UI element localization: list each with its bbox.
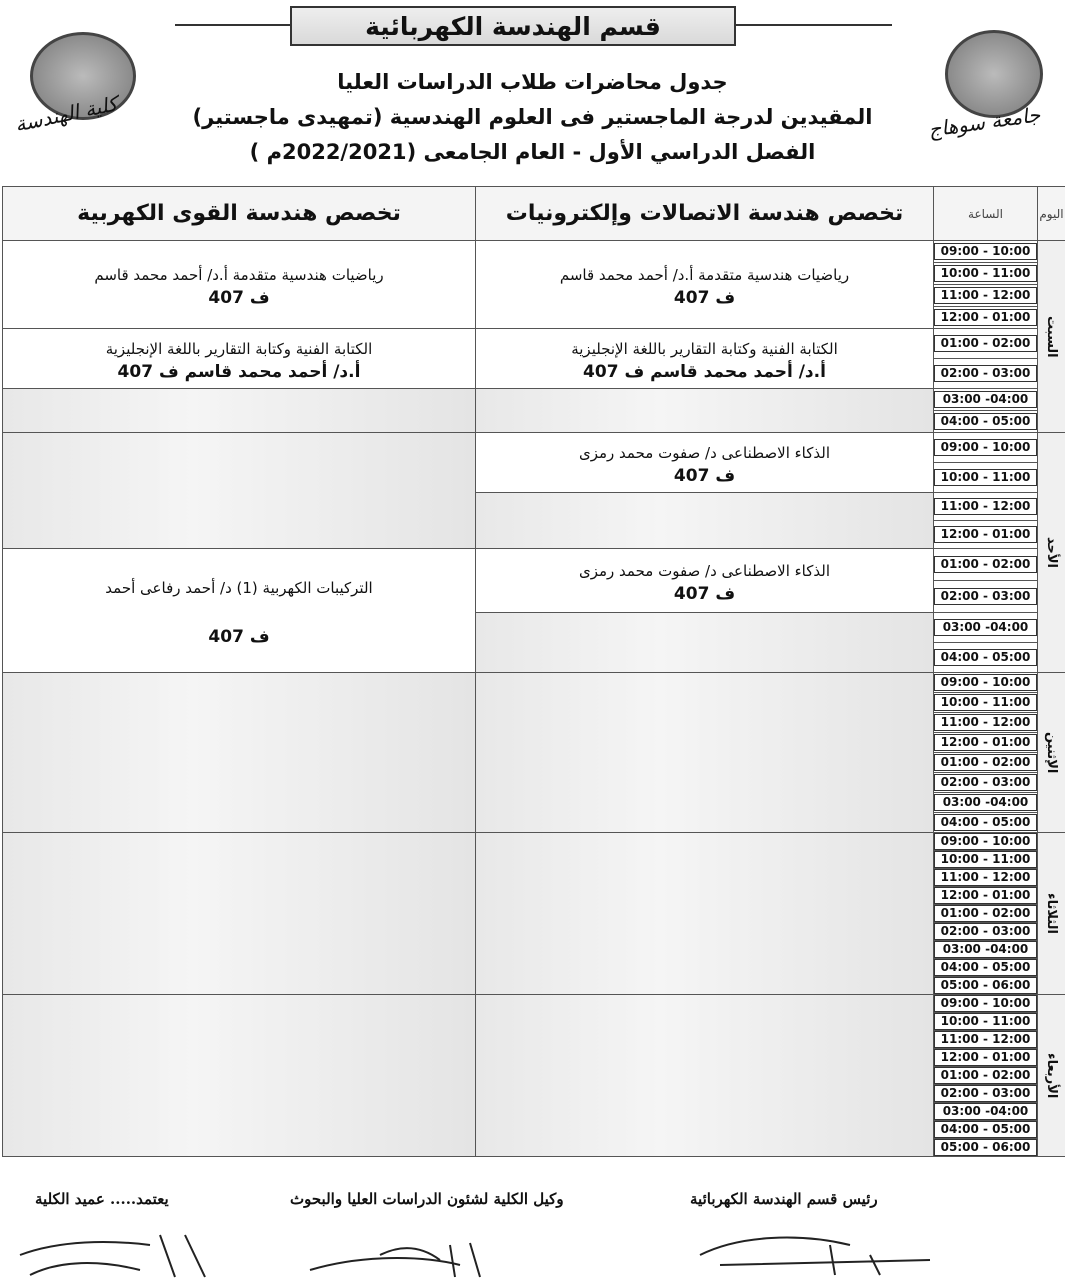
sun-comm-slot-2 xyxy=(476,549,934,613)
time-slot: 06:00 - 05:00 xyxy=(934,1139,1037,1156)
time-slot: 01:00 - 12:00 xyxy=(934,734,1037,751)
day-name-label: الأحد xyxy=(1044,536,1059,568)
title-line-1: جدول محاضرات طلاب الدراسات العليا xyxy=(337,70,728,94)
day-name-label: الإثنين xyxy=(1044,731,1059,774)
time-slot: 04:00- 03:00 xyxy=(934,794,1037,811)
time-slot: 01:00 - 12:00 xyxy=(934,887,1037,904)
day-wednesday xyxy=(1038,995,1065,1157)
time-slot: 02:00 - 01:00 xyxy=(934,754,1037,771)
mon-comm-empty xyxy=(476,673,934,833)
sat-comm-slot-2 xyxy=(476,329,934,389)
day-name-label: الثلاثاء xyxy=(1044,893,1059,934)
course-line: رياضيات هندسية متقدمة أ.د/ أحمد محمد قاسم xyxy=(94,265,384,284)
time-slot: 04:00- 03:00 xyxy=(934,1103,1037,1120)
room-label: ف 407 xyxy=(673,583,736,604)
course-line: التركيبات الكهربية (1) د/ أحمد رفاعى أحمد xyxy=(105,578,373,597)
time-slot: 03:00 - 02:00 xyxy=(934,1085,1037,1102)
course-line: أ.د/ أحمد محمد قاسم ف 407 xyxy=(117,361,361,382)
mon-power-empty xyxy=(3,673,476,833)
sat-comm-slot-1 xyxy=(476,241,934,329)
department-banner: قسم الهندسة الكهربائية xyxy=(290,6,736,46)
time-slot: 05:00 - 04:00 xyxy=(934,413,1037,430)
col-comm-header: تخصص هندسة الاتصالات وإلكترونيات xyxy=(476,187,934,241)
time-slot: 11:00 - 10:00 xyxy=(934,469,1037,486)
sat-comm-empty xyxy=(476,389,934,433)
sat-power-slot-1 xyxy=(3,241,476,329)
sat-power-slot-2 xyxy=(3,329,476,389)
sat-power-empty xyxy=(3,389,476,433)
sun-power-empty xyxy=(3,433,476,549)
day-name-label: السبت xyxy=(1044,315,1059,358)
time-slot: 01:00 - 12:00 xyxy=(934,526,1037,543)
time-slot: 05:00 - 04:00 xyxy=(934,814,1037,831)
course-line: أ.د/ أحمد محمد قاسم ف 407 xyxy=(583,361,826,382)
time-slot: 11:00 - 10:00 xyxy=(934,1013,1037,1030)
course-line: الذكاء الاصطناعى د/ صفوت محمد رمزى xyxy=(578,443,830,462)
time-slot: 10:00 - 09:00 xyxy=(934,833,1037,850)
time-slot: 05:00 - 04:00 xyxy=(934,959,1037,976)
time-slot: 02:00 - 01:00 xyxy=(934,556,1037,573)
time-slot: 02:00 - 01:00 xyxy=(934,1067,1037,1084)
time-slot: 05:00 - 04:00 xyxy=(934,649,1037,666)
sun-comm-slot-1 xyxy=(476,433,934,493)
table-header-row xyxy=(3,187,1065,241)
day-tuesday xyxy=(1038,833,1065,995)
schedule-table xyxy=(2,186,1065,1157)
time-slot: 10:00 - 09:00 xyxy=(934,674,1037,691)
course-line: الكتابة الفنية وكتابة التقارير باللغة الإنجليزية xyxy=(571,339,838,358)
faculty-logo-text: كلية الهندسة xyxy=(12,91,120,137)
room-label: ف 407 xyxy=(673,465,736,486)
time-slot: 11:00 - 10:00 xyxy=(934,265,1037,282)
sun-comm-empty-2 xyxy=(476,613,934,673)
time-slot: 04:00- 03:00 xyxy=(934,391,1037,408)
time-slot: 10:00 - 09:00 xyxy=(934,243,1037,260)
time-slot: 05:00 - 04:00 xyxy=(934,1121,1037,1138)
sun-comm-empty-1 xyxy=(476,493,934,549)
time-slot: 03:00 - 02:00 xyxy=(934,588,1037,605)
time-slot: 12:00 - 11:00 xyxy=(934,714,1037,731)
time-slot: 10:00 - 09:00 xyxy=(934,995,1037,1012)
time-slot: 02:00 - 01:00 xyxy=(934,335,1037,352)
course-line: الذكاء الاصطناعى د/ صفوت محمد رمزى xyxy=(578,561,830,580)
day-name-label: الأربعاء xyxy=(1044,1052,1059,1099)
time-slot: 03:00 - 02:00 xyxy=(934,365,1037,382)
room-label: ف 407 xyxy=(208,626,270,647)
time-slot: 11:00 - 10:00 xyxy=(934,851,1037,868)
room-label: ف 407 xyxy=(208,287,270,308)
sig-dean-label: يعتمد..... عميد الكلية xyxy=(35,1190,169,1208)
sun-power-slot-1 xyxy=(3,549,476,673)
room-label: ف 407 xyxy=(673,287,736,308)
title-line-2: المقيدين لدرجة الماجستير فى العلوم الهندسية (تمهيدى ماجستير) xyxy=(192,105,873,129)
time-slot: 12:00 - 11:00 xyxy=(934,498,1037,515)
time-slot: 06:00 - 05:00 xyxy=(934,977,1037,994)
time-slot: 01:00 - 12:00 xyxy=(934,1049,1037,1066)
wed-comm-empty xyxy=(476,995,934,1157)
day-saturday xyxy=(1038,241,1065,433)
sig-vice-dean-label: وكيل الكلية لشئون الدراسات العليا والبحوث xyxy=(290,1190,564,1208)
time-slot: 12:00 - 11:00 xyxy=(934,869,1037,886)
time-slot: 01:00 - 12:00 xyxy=(934,309,1037,326)
col-day-header: اليوم xyxy=(1038,187,1065,241)
time-slot: 02:00 - 01:00 xyxy=(934,905,1037,922)
tue-power-empty xyxy=(3,833,476,995)
time-slot: 12:00 - 11:00 xyxy=(934,1031,1037,1048)
banner-left-line xyxy=(175,24,290,26)
time-slot: 04:00- 03:00 xyxy=(934,941,1037,958)
time-slot: 03:00 - 02:00 xyxy=(934,923,1037,940)
tue-comm-empty xyxy=(476,833,934,995)
time-slot: 03:00 - 02:00 xyxy=(934,774,1037,791)
time-slot: 11:00 - 10:00 xyxy=(934,694,1037,711)
course-line: الكتابة الفنية وكتابة التقارير باللغة الإنجليزية xyxy=(105,339,373,358)
col-time-header: الساعة xyxy=(934,187,1038,241)
time-slot: 10:00 - 09:00 xyxy=(934,439,1037,456)
course-line: رياضيات هندسية متقدمة أ.د/ أحمد محمد قاسم xyxy=(559,265,850,284)
banner-right-line xyxy=(732,24,892,26)
university-logo-text: جامعة سوهاج xyxy=(926,102,1042,142)
time-slot: 12:00 - 11:00 xyxy=(934,287,1037,304)
day-monday xyxy=(1038,673,1065,833)
wed-power-empty xyxy=(3,995,476,1157)
time-slot: 04:00- 03:00 xyxy=(934,619,1037,636)
sig-head-of-dept-label: رئيس قسم الهندسة الكهربائية xyxy=(690,1190,878,1208)
title-line-3: الفصل الدراسي الأول - العام الجامعى (2022/2021م ) xyxy=(249,140,816,164)
day-sunday xyxy=(1038,433,1065,673)
signature-scribbles xyxy=(0,1215,1065,1280)
col-power-header: تخصص هندسة القوى الكهربية xyxy=(3,187,476,241)
